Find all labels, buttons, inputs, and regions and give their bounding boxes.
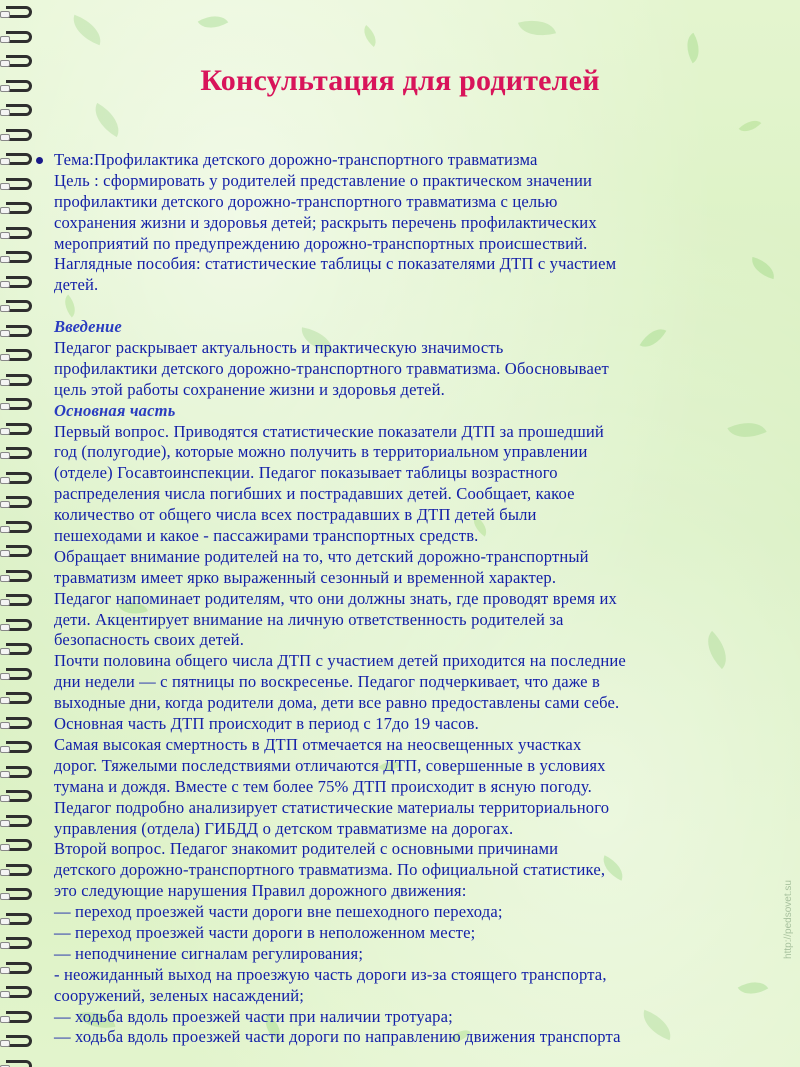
text-line: сохранения жизни и здоровья детей; раскрыть перечень профилактических <box>54 212 597 232</box>
leaf-decoration <box>87 103 126 137</box>
binding-ring <box>6 986 32 998</box>
text-line: цель этой работы сохранение жизни и здоровья детей. <box>54 379 445 399</box>
text-line: профилактики детского дорожно-транспортного травматизма с целью <box>54 191 558 211</box>
binding-ring <box>6 692 32 704</box>
binding-ring <box>6 864 32 876</box>
binding-ring <box>6 227 32 239</box>
binding-ring <box>6 937 32 949</box>
text-line: Педагог напоминает родителям, что они должны знать, где проводят время их <box>54 588 617 608</box>
text-line: Обращает внимание родителей на то, что детский дорожно-транспортный <box>54 546 589 566</box>
text-line: Тема:Профилактика детского дорожно-транспортного травматизма <box>54 150 538 169</box>
text-line: Первый вопрос. Приводятся статистические показатели ДТП за прошедший <box>54 421 604 441</box>
text-line: Почти половина общего числа ДТП с участием детей приходится на последние <box>54 651 626 671</box>
text-line: пешеходами и какое - пассажирами транспортных средств. <box>54 526 479 546</box>
leaf-decoration <box>68 15 107 45</box>
binding-ring <box>6 888 32 900</box>
text-line: Педагог раскрывает актуальность и практическую значимость <box>54 338 504 358</box>
binding-ring <box>6 398 32 410</box>
text-line: количество от общего числа всех пострадавших в ДТП детей были <box>54 505 537 525</box>
intro-block <box>54 338 794 401</box>
binding-ring <box>6 325 32 337</box>
leaf-decoration <box>518 14 556 42</box>
leaf-decoration <box>198 9 229 36</box>
text-line: это следующие нарушения Правил дорожного движения: <box>54 881 467 901</box>
text-line: — переход проезжей части дороги в неположенном месте; <box>54 922 476 942</box>
binding-ring <box>6 839 32 851</box>
text-line: профилактики детского дорожно-транспортного травматизма. Обосновывает <box>54 358 609 378</box>
binding-ring <box>6 31 32 43</box>
binding-ring <box>6 594 32 606</box>
page-title: Консультация для родителей <box>200 64 600 97</box>
text-line: мероприятий по предупреждению дорожно-транспортных происшествий. <box>54 233 588 253</box>
binding-ring <box>6 349 32 361</box>
text-line: — неподчинение сигналам регулирования; <box>54 943 364 963</box>
binding-ring <box>6 1060 32 1067</box>
text-line: травматизм имеет ярко выраженный сезонный и временной характер. <box>54 567 557 587</box>
watermark: http://pedsovet.su <box>783 880 794 959</box>
binding-ring <box>6 962 32 974</box>
text-line: Наглядные пособия: статистические таблицы с показателями ДТП с участием <box>54 254 617 274</box>
text-line: тумана и дождя. Вместе с тем более 75% ДТП происходит в ясную погоду. <box>54 776 592 796</box>
text-line: Цель : сформировать у родителей представление о практическом значении <box>54 170 593 190</box>
binding-ring <box>6 741 32 753</box>
binding-ring <box>6 1011 32 1023</box>
spacer <box>54 296 794 317</box>
text-line: детского дорожно-транспортного травматизма. По официальной статистике, <box>54 860 606 880</box>
intro-heading: Введение <box>54 317 122 337</box>
text-line: Самая высокая смертность в ДТП отмечается на неосвещенных участках <box>54 734 582 754</box>
text-line: год (полугодие), которые можно получить в территориальном управлении <box>54 442 588 462</box>
text-line: дети. Акцентирует внимание на личную ответственность родителей за <box>54 609 564 629</box>
binding-ring <box>6 472 32 484</box>
binding-ring <box>6 251 32 263</box>
binding-ring <box>6 1035 32 1047</box>
binding-ring <box>6 104 32 116</box>
text-line: выходные дни, когда родители дома, дети все равно предоставлены сами себе. <box>54 693 620 713</box>
text-line: безопасность своих детей. <box>54 630 244 650</box>
binding-ring <box>6 717 32 729</box>
text-line: (отделе) Госавтоинспекции. Педагог показывает таблицы возрастного <box>54 463 558 483</box>
topic-block <box>54 150 794 296</box>
leaf-decoration <box>739 115 762 138</box>
text-line: распределения числа погибших и пострадавших детей. Сообщает, какое <box>54 484 575 504</box>
text-line: управления (отдела) ГИБДД о детском травматизме на дорогах. <box>54 818 514 838</box>
binding-ring <box>6 815 32 827</box>
leaf-decoration <box>358 25 381 47</box>
binding-ring <box>6 790 32 802</box>
binding-ring <box>6 300 32 312</box>
binding-ring <box>6 276 32 288</box>
binding-ring <box>6 570 32 582</box>
text-line: — ходьба вдоль проезжей части дороги по направлению движения транспорта <box>54 1027 621 1047</box>
binding-ring <box>6 668 32 680</box>
binding-ring <box>6 447 32 459</box>
binding-ring <box>6 129 32 141</box>
text-line: детей. <box>54 275 99 295</box>
binding-ring <box>6 766 32 778</box>
text-line: Основная часть ДТП происходит в период с 17до 19 часов. <box>54 714 479 734</box>
binding-ring <box>6 6 32 18</box>
text-line: Педагог подробно анализирует статистические материалы территориального <box>54 797 610 817</box>
main-heading: Основная часть <box>54 400 176 420</box>
text-line: дни недели — с пятницы по воскресенье. Педагог подчеркивает, что даже в <box>54 672 600 692</box>
binding-ring <box>6 496 32 508</box>
binding-ring <box>6 521 32 533</box>
consultation-text <box>54 150 794 1048</box>
binding-ring <box>6 545 32 557</box>
binding-ring <box>6 913 32 925</box>
binding-ring <box>6 374 32 386</box>
binding-ring <box>6 643 32 655</box>
text-line: дорог. Тяжелыми последствиями отличаются ДТП, совершенные в условиях <box>54 755 606 775</box>
main-block <box>54 422 794 1049</box>
text-line: — переход проезжей части дороги вне пешеходного перехода; <box>54 902 503 922</box>
binding-ring <box>6 423 32 435</box>
text-line: сооружений, зеленых насаждений; <box>54 985 305 1005</box>
binding-ring <box>6 619 32 631</box>
text-line: - неожиданный выход на проезжую часть дороги из-за стоящего транспорта, <box>54 964 607 984</box>
bullet-dot <box>36 157 43 164</box>
binding-ring <box>6 202 32 214</box>
binding-ring <box>6 178 32 190</box>
leaf-decoration <box>680 33 707 64</box>
binding-ring <box>6 153 32 165</box>
text-line: — ходьба вдоль проезжей части при наличии тротуара; <box>54 1006 453 1026</box>
text-line: Второй вопрос. Педагог знакомит родителей с основными причинами <box>54 839 559 859</box>
